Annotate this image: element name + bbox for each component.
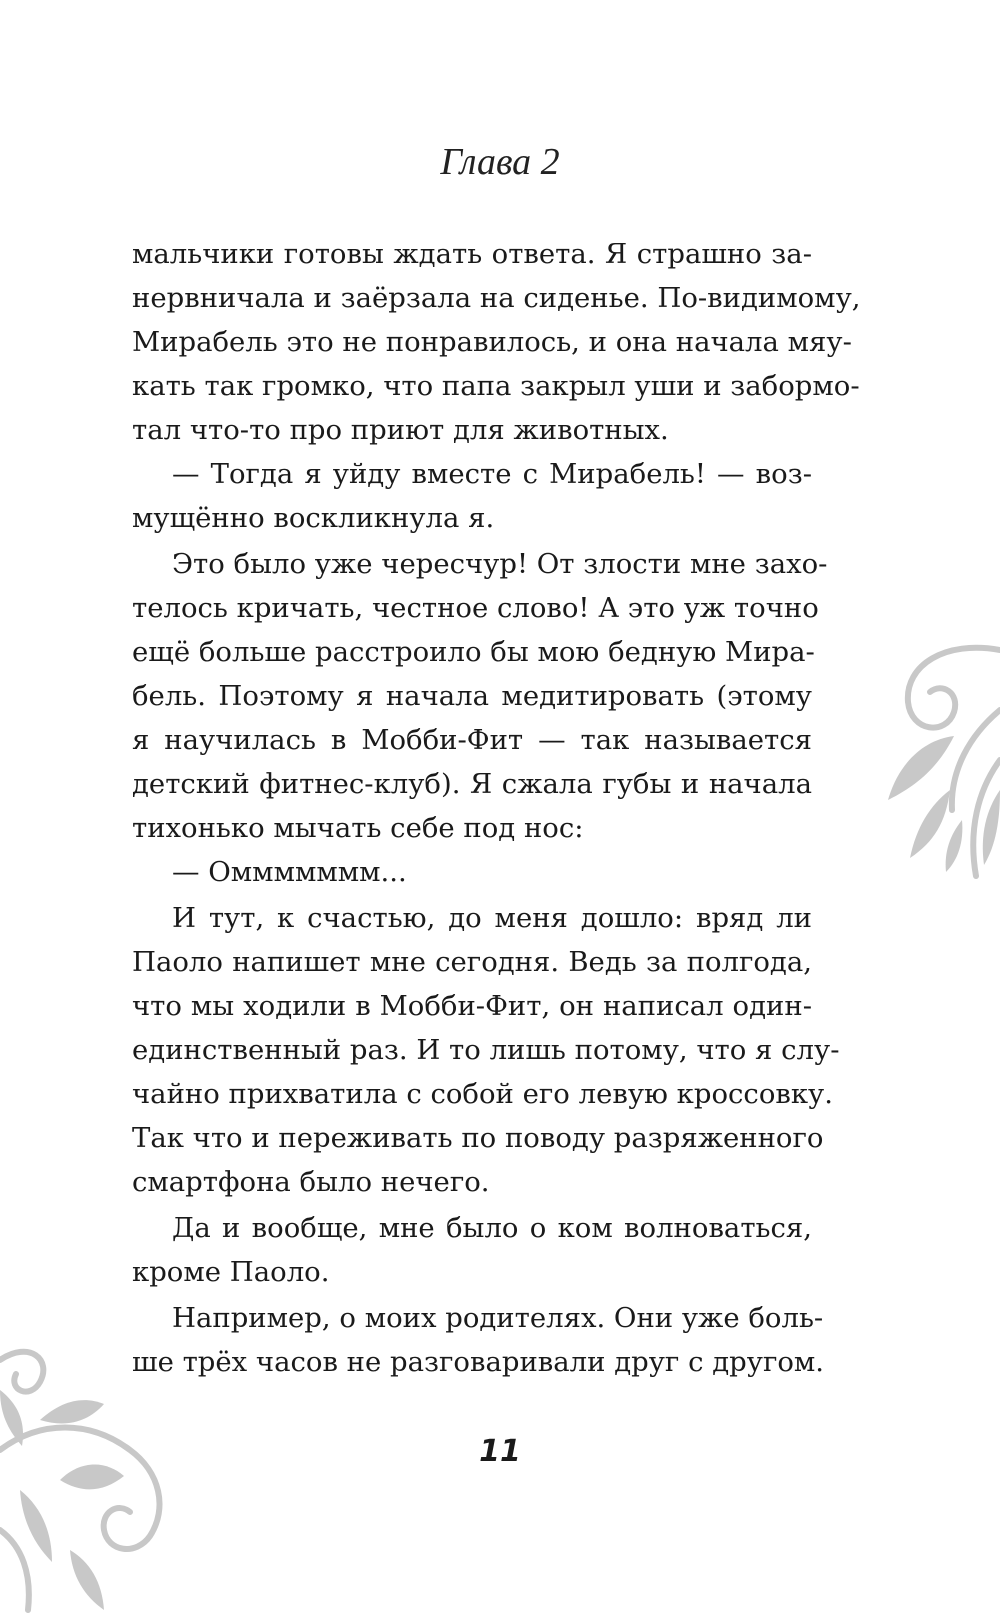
text-line: И тут, к счастью, до меня дошло: вряд ли (172, 902, 812, 934)
text-line: Да и вообще, мне было о ком волноваться, (172, 1212, 812, 1244)
text-line: ше трёх часов не разговаривали друг с другом. (132, 1346, 825, 1378)
text-line: я научилась в Мобби-Фит — так называется (132, 724, 812, 756)
text-line: чайно прихватила с собой его левую кроссовку. (132, 1078, 833, 1110)
text-line: кать так громко, что папа закрыл уши и забормо- (132, 370, 860, 402)
text-line: детский фитнес-клуб). Я сжала губы и начала (132, 768, 812, 800)
text-line: Мирабель это не понравилось, и она начала мяу- (132, 326, 852, 358)
text-line: мальчики готовы ждать ответа. Я страшно за- (132, 238, 812, 270)
page-number: 11 (479, 1434, 521, 1469)
text-line: телось кричать, честное слово! А это уж точно (132, 592, 819, 624)
flourish-ornament-icon (850, 640, 1000, 890)
text-line: смартфона было нечего. (132, 1166, 490, 1198)
text-line: нервничала и заёрзала на сиденье. По-видимому, (132, 282, 861, 314)
text-line: мущённо воскликнула я. (132, 502, 495, 534)
text-line: тихонько мычать себе под нос: (132, 812, 584, 844)
text-line: Это было уже чересчур! От злости мне захо- (172, 548, 828, 580)
text-line: бель. Поэтому я начала медитировать (этому (132, 680, 812, 712)
text-line: — Оммммммм... (172, 856, 407, 888)
text-line: Например, о моих родителях. Они уже боль- (172, 1302, 824, 1334)
text-line: Так что и переживать по поводу разряженного (132, 1122, 824, 1154)
text-line: единственный раз. И то лишь потому, что я слу- (132, 1034, 840, 1066)
chapter-heading: Глава 2 (440, 141, 560, 183)
text-line: что мы ходили в Мобби-Фит, он написал один- (132, 990, 812, 1022)
text-line: ещё больше расстроило бы мою бедную Мира- (132, 636, 815, 668)
flourish-ornament-icon (0, 1330, 190, 1616)
text-line: Паоло напишет мне сегодня. Ведь за полгода, (132, 946, 812, 978)
text-line: — Тогда я уйду вместе с Мирабель! — воз- (172, 458, 812, 490)
text-line: кроме Паоло. (132, 1256, 330, 1288)
text-line: тал что-то про приют для животных. (132, 414, 669, 446)
